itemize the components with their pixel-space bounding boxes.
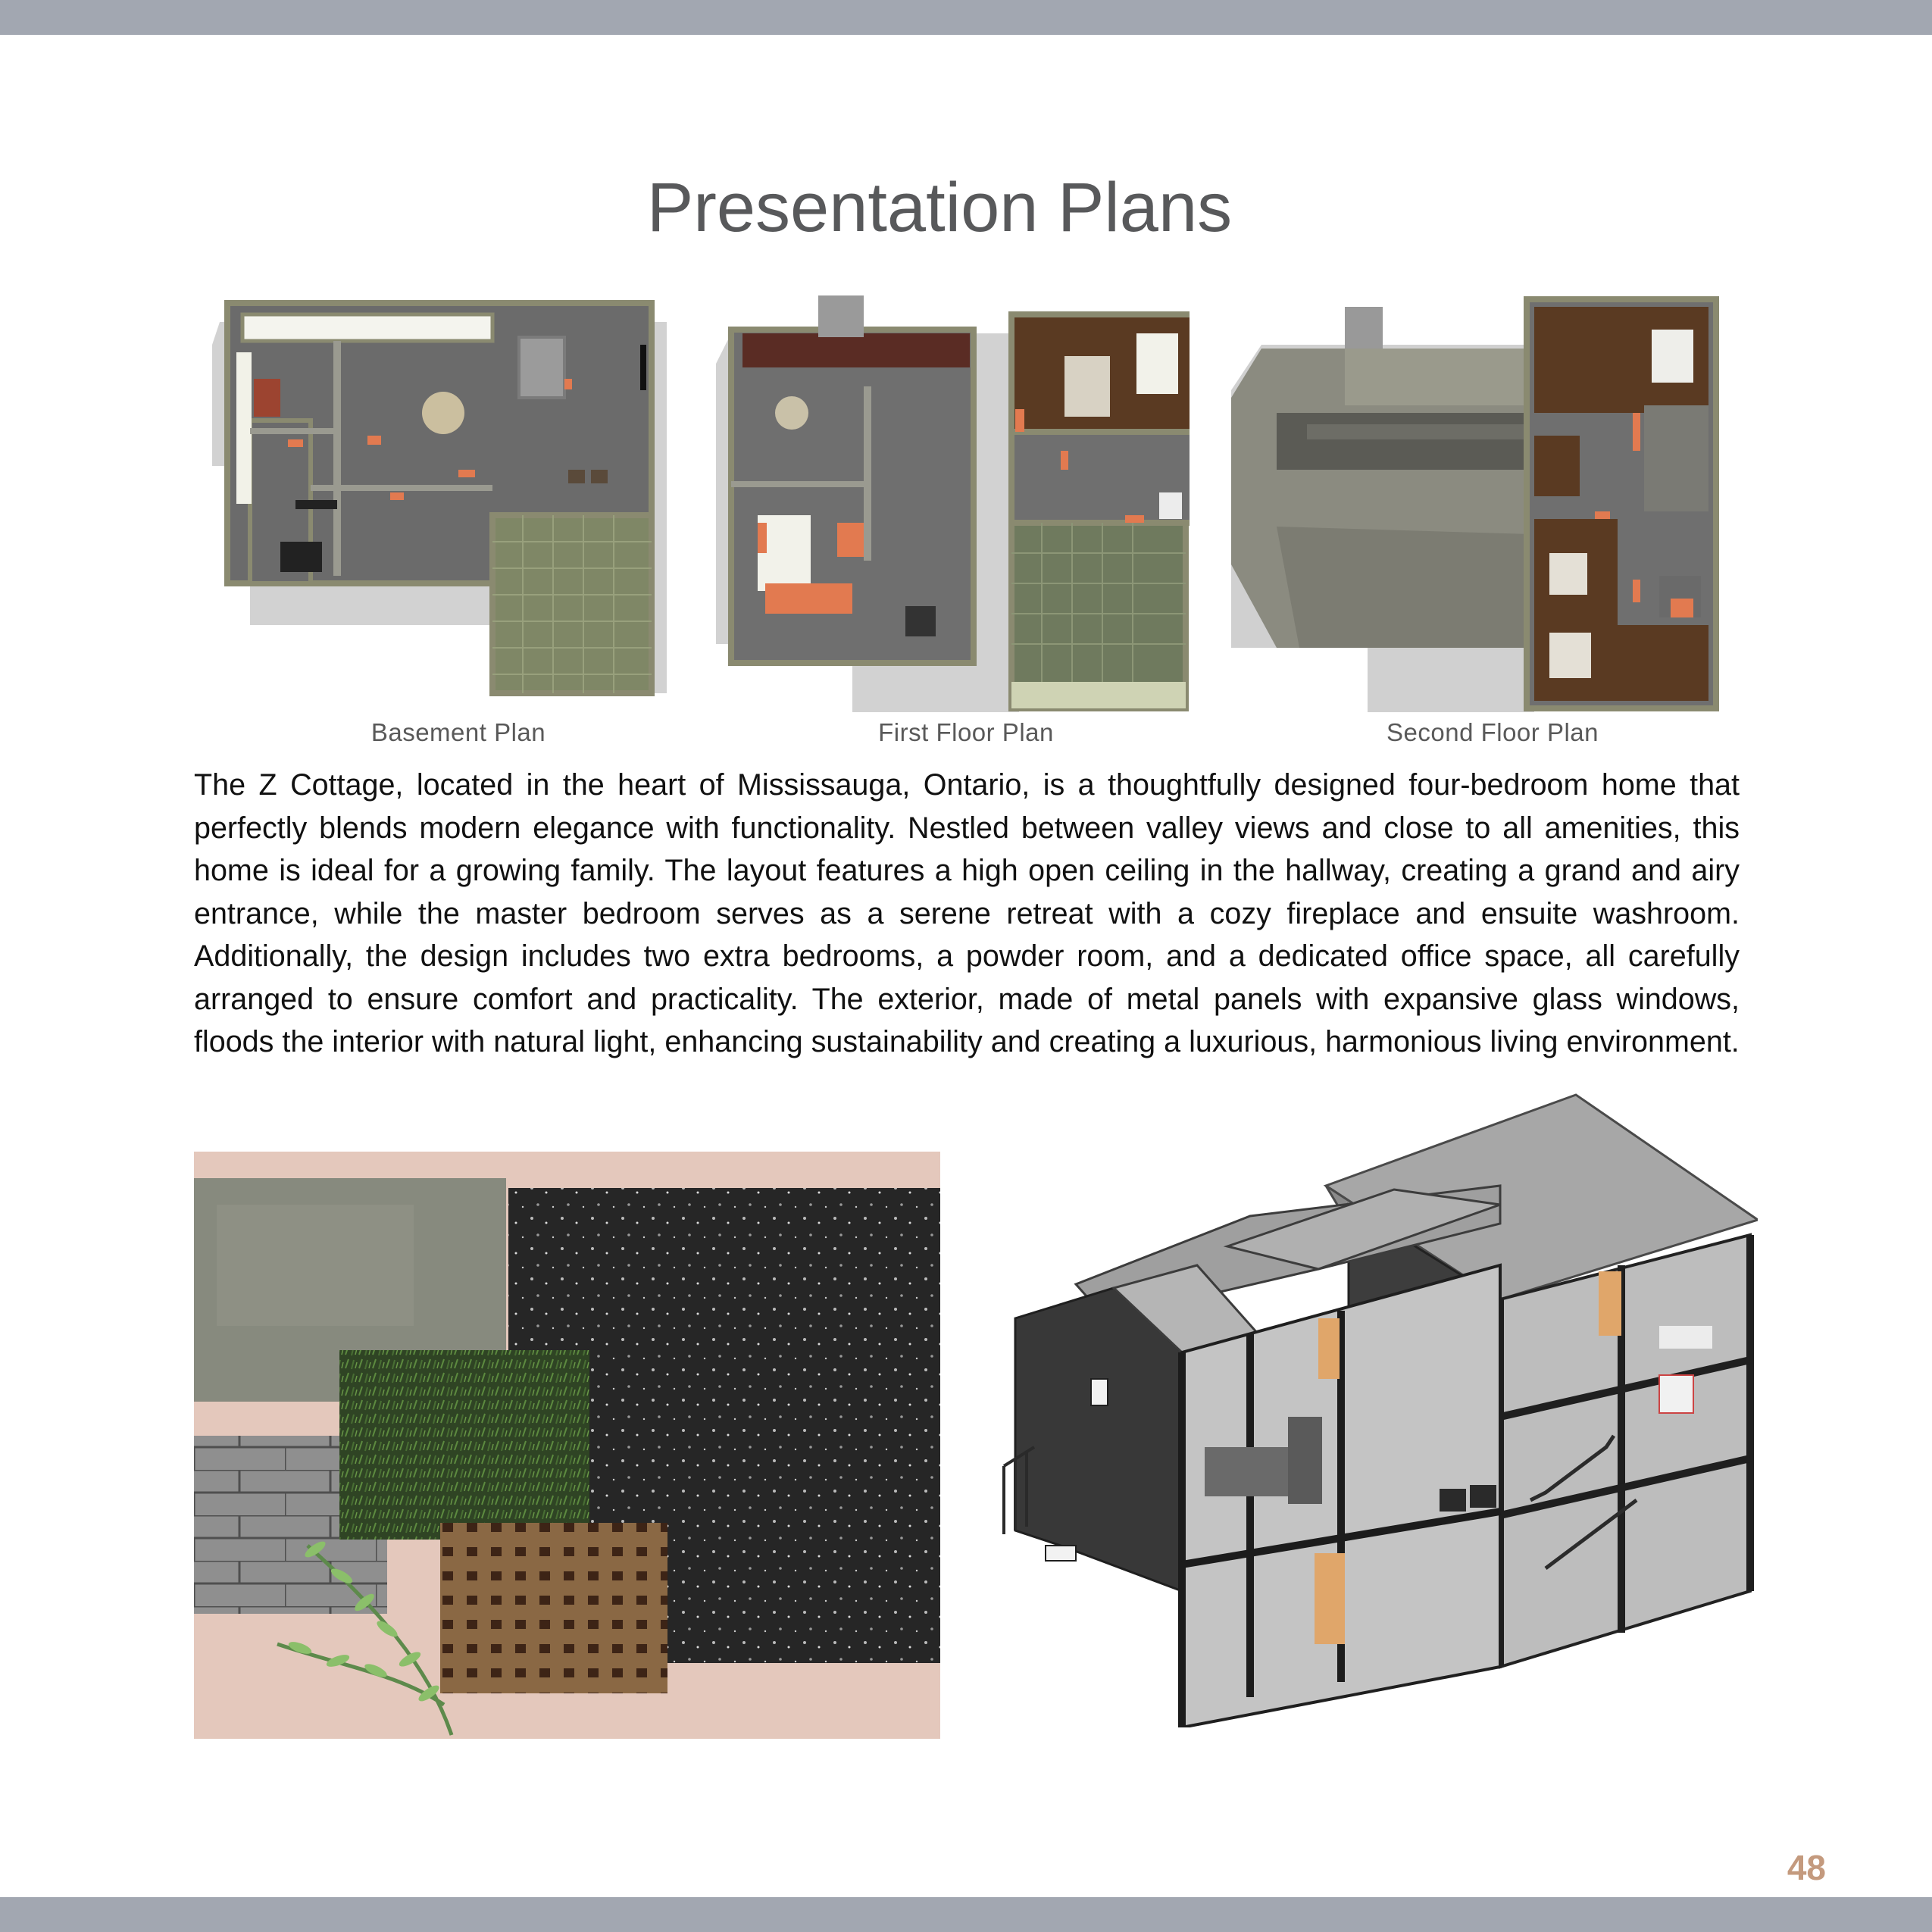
bottom-band xyxy=(0,1897,1932,1932)
top-band xyxy=(0,0,1932,35)
basement-plan-caption: Basement Plan xyxy=(370,718,546,746)
material-board-image xyxy=(194,1152,940,1739)
page-number: 48 xyxy=(1787,1848,1826,1887)
first-floor-plan-caption: First Floor Plan xyxy=(878,718,1054,746)
basement-plan-image xyxy=(205,292,674,701)
second-floor-plan-caption: Second Floor Plan xyxy=(1386,718,1599,746)
second-floor-plan-image xyxy=(1231,292,1720,712)
first-floor-plan-image xyxy=(716,288,1190,712)
section-perspective-image xyxy=(1000,1091,1758,1727)
project-description: The Z Cottage, located in the heart of Mississauga, Ontario, is a thoughtfully designed four-bedroom home that perfectly blends modern elegance with functionality. Nestled between valley views and close to all amenities, this home is ideal for a growing family. The layout features a high open ceiling in the hallway, creating a grand and airy entrance, while the master bedroom serves as a serene retreat with a cozy fireplace and ensuite washroom. Additionally, the design includes two extra bedrooms, a powder room, and a dedicated office space, all carefully arranged to ensure comfort and practicality. The exterior, made of metal panels with expansive glass windows, floods the interior with natural light, enhancing sustainability and creating a luxurious, harmonious living environment. xyxy=(194,768,1740,1058)
page-title: Presentation Plans xyxy=(646,169,1233,246)
